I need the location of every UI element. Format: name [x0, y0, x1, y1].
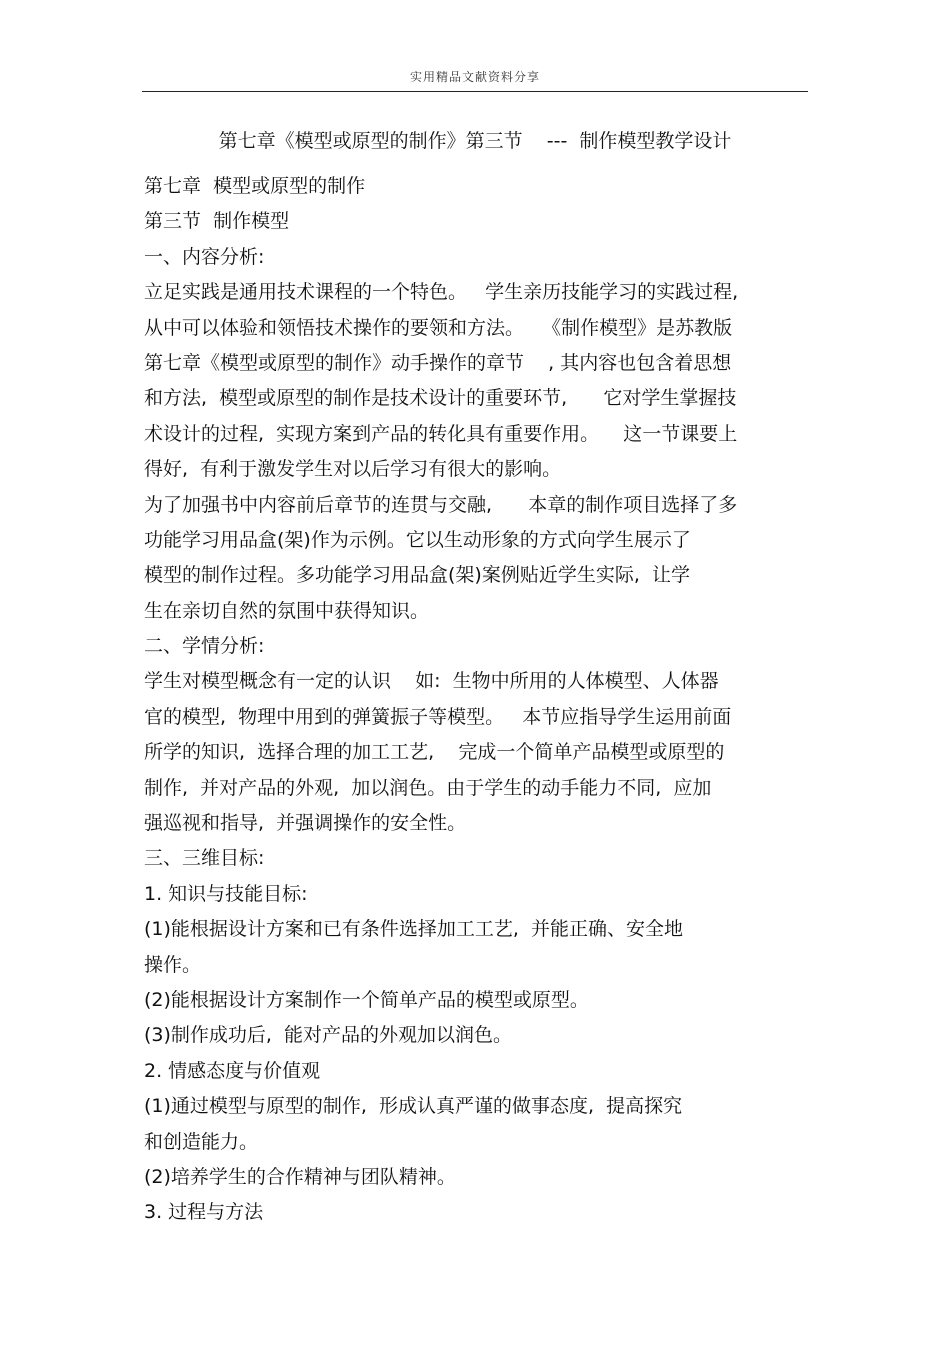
list-item-continuation: 和创造能力。: [144, 1130, 259, 1153]
subsection-heading: 1. 知识与技能目标:: [144, 882, 308, 905]
paragraph-line: 术设计的过程, 实现方案到产品的转化具有重要作用。 这一节课要上: [144, 422, 738, 445]
document-body: [144, 169, 814, 1231]
list-item: (2)培养学生的合作精神与团队精神。: [144, 1165, 456, 1188]
paragraph-line: 为了加强书中内容前后章节的连贯与交融, 本章的制作项目选择了多: [144, 493, 738, 516]
chapter-heading: 第七章 模型或原型的制作: [144, 175, 366, 197]
page-header: 实用精品文献资料分享: [409, 70, 540, 84]
section-heading: 第三节 制作模型: [144, 210, 290, 233]
paragraph-line: 从中可以体验和领悟技术操作的要领和方法。 《制作模型》是苏教版: [144, 316, 733, 339]
paragraph-line: 官的模型, 物理中用到的弹簧振子等模型。 本节应指导学生运用前面: [144, 705, 732, 728]
list-item: (3)制作成功后, 能对产品的外观加以润色。: [144, 1024, 513, 1047]
list-item: (2)能根据设计方案制作一个简单产品的模型或原型。: [144, 988, 589, 1011]
paragraph-line: 第七章《模型或原型的制作》动手操作的章节 , 其内容也包含着思想: [144, 351, 732, 374]
paragraph-line: 生在亲切自然的氛围中获得知识。: [144, 599, 430, 622]
paragraph-line: 立足实践是通用技术课程的一个特色。 学生亲历技能学习的实践过程,: [144, 281, 739, 304]
paragraph-line: 学生对模型概念有一定的认识 如: 生物中所用的人体模型、人体器: [144, 670, 719, 693]
document-title: 第七章《模型或原型的制作》第三节 --- 制作模型教学设计: [218, 130, 732, 152]
paragraph-line: 所学的知识, 选择合理的加工工艺, 完成一个简单产品模型或原型的: [144, 741, 725, 764]
student-analysis-heading: 二、学情分析:: [144, 635, 265, 658]
paragraph-line: 和方法, 模型或原型的制作是技术设计的重要环节, 它对学生掌握技: [144, 387, 737, 410]
paragraph-line: 得好, 有利于激发学生对以后学习有很大的影响。: [144, 458, 562, 481]
list-item-continuation: 操作。: [144, 953, 202, 976]
paragraph-line: 制作, 并对产品的外观, 加以润色。由于学生的动手能力不同, 应加: [144, 776, 712, 799]
objectives-heading: 三、三维目标:: [144, 847, 265, 870]
subsection-heading: 2. 情感态度与价值观: [144, 1059, 321, 1082]
paragraph-line: 功能学习用品盒(架)作为示例。它以生动形象的方式向学生展示了: [144, 528, 691, 551]
subsection-heading: 3. 过程与方法: [144, 1201, 264, 1224]
list-item: (1)通过模型与原型的制作, 形成认真严谨的做事态度, 提高探究: [144, 1095, 683, 1118]
list-item: (1)能根据设计方案和已有条件选择加工工艺, 并能正确、安全地: [144, 918, 684, 941]
content-analysis-heading: 一、内容分析:: [144, 245, 265, 268]
paragraph-line: 模型的制作过程。多功能学习用品盒(架)案例贴近学生实际, 让学: [144, 564, 690, 587]
paragraph-line: 强巡视和指导, 并强调操作的安全性。: [144, 812, 467, 835]
header-divider: [142, 91, 808, 92]
